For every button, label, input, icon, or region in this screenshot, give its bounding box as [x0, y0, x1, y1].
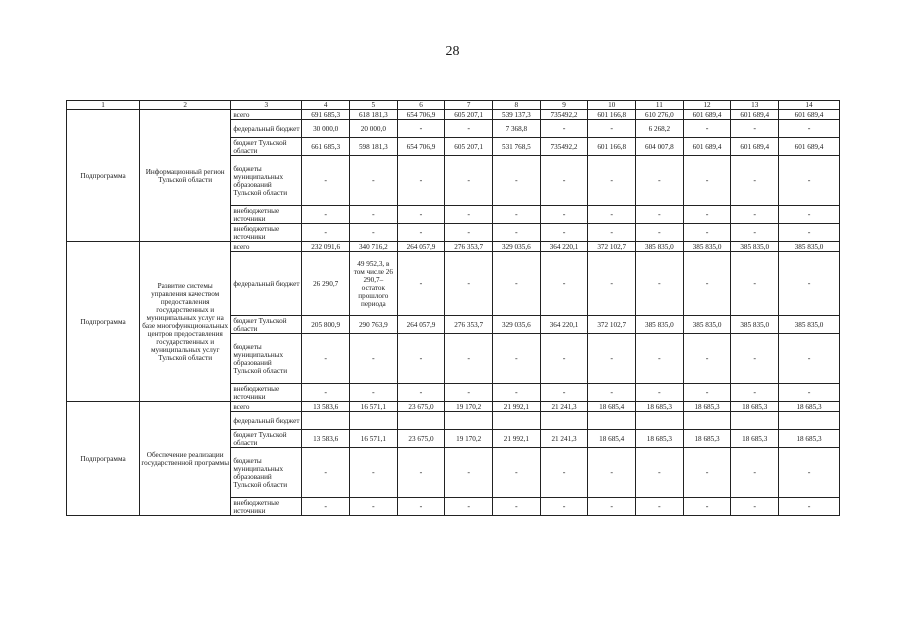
funding-source-cell: федеральный бюджет — [231, 120, 302, 138]
column-header: 1 — [67, 101, 140, 110]
amount-cell: - — [302, 206, 350, 224]
amount-cell: - — [350, 384, 398, 402]
amount-cell: 13 583,6 — [302, 430, 350, 448]
amount-cell: 385 835,0 — [731, 242, 779, 252]
funding-source-cell: бюджеты муниципальных образований Тульской области — [231, 334, 302, 384]
funding-source-cell: бюджеты муниципальных образований Тульской области — [231, 448, 302, 498]
amount-cell: 385 835,0 — [636, 316, 684, 334]
amount-cell: - — [445, 498, 493, 516]
amount-cell: - — [779, 448, 840, 498]
amount-cell: 276 353,7 — [445, 316, 493, 334]
amount-cell: 20 000,0 — [350, 120, 398, 138]
amount-cell: 264 057,9 — [397, 316, 445, 334]
amount-cell: 30 000,0 — [302, 120, 350, 138]
column-header: 12 — [683, 101, 731, 110]
funding-source-cell: внебюджетные источники — [231, 384, 302, 402]
amount-cell: 340 716,2 — [350, 242, 398, 252]
amount-cell: - — [540, 156, 588, 206]
amount-cell: - — [302, 384, 350, 402]
column-header: 5 — [350, 101, 398, 110]
amount-cell: - — [779, 120, 840, 138]
amount-cell: 18 685,3 — [731, 430, 779, 448]
funding-source-cell: внебюджетные источники — [231, 498, 302, 516]
funding-source-cell: всего — [231, 110, 302, 120]
amount-cell: - — [445, 384, 493, 402]
amount-cell: 372 102,7 — [588, 316, 636, 334]
amount-cell: 18 685,3 — [779, 430, 840, 448]
amount-cell: 23 675,0 — [397, 430, 445, 448]
amount-cell — [731, 412, 779, 430]
funding-source-cell: всего — [231, 402, 302, 412]
table-row — [67, 242, 840, 252]
amount-cell: - — [397, 448, 445, 498]
amount-cell: - — [540, 252, 588, 316]
amount-cell: - — [540, 334, 588, 384]
amount-cell: - — [588, 224, 636, 242]
amount-cell: 18 685,3 — [636, 402, 684, 412]
page-number: 28 — [445, 44, 460, 59]
amount-cell: 18 685,4 — [588, 402, 636, 412]
amount-cell: 18 685,3 — [779, 402, 840, 412]
amount-cell: 735492,2 — [540, 138, 588, 156]
amount-cell: - — [397, 384, 445, 402]
amount-cell — [636, 412, 684, 430]
amount-cell: - — [445, 120, 493, 138]
funding-source-cell: внебюджетные источники — [231, 206, 302, 224]
amount-cell — [683, 412, 731, 430]
funding-source-cell: федеральный бюджет — [231, 252, 302, 316]
amount-cell: - — [731, 120, 779, 138]
amount-cell — [445, 412, 493, 430]
amount-cell — [302, 412, 350, 430]
column-header: 13 — [731, 101, 779, 110]
amount-cell: - — [445, 448, 493, 498]
amount-cell: - — [731, 206, 779, 224]
amount-cell: - — [779, 252, 840, 316]
amount-cell: - — [540, 384, 588, 402]
amount-cell: - — [683, 448, 731, 498]
amount-cell: - — [397, 206, 445, 224]
amount-cell: - — [731, 156, 779, 206]
amount-cell: - — [493, 384, 541, 402]
amount-cell: 205 800,9 — [302, 316, 350, 334]
amount-cell: - — [350, 334, 398, 384]
amount-cell: 18 685,3 — [731, 402, 779, 412]
amount-cell: 539 137,3 — [493, 110, 541, 120]
amount-cell: - — [731, 224, 779, 242]
amount-cell: - — [302, 156, 350, 206]
amount-cell: 21 241,3 — [540, 430, 588, 448]
amount-cell: 329 035,6 — [493, 316, 541, 334]
amount-cell: - — [397, 156, 445, 206]
amount-cell: - — [493, 448, 541, 498]
amount-cell: 601 689,4 — [731, 110, 779, 120]
amount-cell: - — [588, 448, 636, 498]
amount-cell: - — [731, 252, 779, 316]
amount-cell: 364 220,1 — [540, 242, 588, 252]
amount-cell: - — [779, 156, 840, 206]
amount-cell — [350, 412, 398, 430]
amount-cell: 605 207,1 — [445, 110, 493, 120]
amount-cell: - — [493, 224, 541, 242]
amount-cell: 601 166,8 — [588, 110, 636, 120]
amount-cell: - — [588, 334, 636, 384]
amount-cell: 21 992,1 — [493, 430, 541, 448]
amount-cell: 19 170,2 — [445, 402, 493, 412]
amount-cell — [397, 412, 445, 430]
amount-cell: 372 102,7 — [588, 242, 636, 252]
amount-cell: 601 689,4 — [731, 138, 779, 156]
amount-cell: 385 835,0 — [731, 316, 779, 334]
amount-cell: - — [731, 334, 779, 384]
amount-cell: 18 685,4 — [588, 430, 636, 448]
program-type-cell: Подпрограмма — [67, 242, 140, 402]
amount-cell: 23 675,0 — [397, 402, 445, 412]
amount-cell: - — [731, 498, 779, 516]
amount-cell: - — [493, 252, 541, 316]
amount-cell: - — [779, 334, 840, 384]
table-row — [67, 402, 840, 412]
amount-cell: - — [397, 252, 445, 316]
amount-cell: 16 571,1 — [350, 430, 398, 448]
amount-cell: - — [588, 498, 636, 516]
amount-cell: 18 685,3 — [683, 430, 731, 448]
amount-cell: 16 571,1 — [350, 402, 398, 412]
column-header: 10 — [588, 101, 636, 110]
column-header: 9 — [540, 101, 588, 110]
amount-cell: - — [445, 156, 493, 206]
amount-cell: - — [683, 206, 731, 224]
column-header: 11 — [636, 101, 684, 110]
amount-cell: 385 835,0 — [779, 316, 840, 334]
amount-cell: 21 241,3 — [540, 402, 588, 412]
amount-cell: - — [636, 498, 684, 516]
amount-cell: - — [636, 206, 684, 224]
amount-cell: 604 007,8 — [636, 138, 684, 156]
amount-cell: 364 220,1 — [540, 316, 588, 334]
amount-cell: - — [731, 448, 779, 498]
amount-cell: - — [636, 156, 684, 206]
program-type-cell: Подпрограмма — [67, 110, 140, 242]
amount-cell: 601 689,4 — [779, 138, 840, 156]
amount-cell: - — [350, 498, 398, 516]
amount-cell: 264 057,9 — [397, 242, 445, 252]
amount-cell: 6 268,2 — [636, 120, 684, 138]
amount-cell: - — [445, 334, 493, 384]
amount-cell: - — [731, 384, 779, 402]
amount-cell: 661 685,3 — [302, 138, 350, 156]
amount-cell: 7 368,8 — [493, 120, 541, 138]
program-name-cell: Развитие системы управления качеством предоставления государственных и муниципальных услуг на базе многофункциональных центров предоставления государственных и муниципальных услуг Тульской области — [140, 242, 231, 402]
amount-cell: 18 685,3 — [683, 402, 731, 412]
amount-cell: - — [302, 498, 350, 516]
funding-source-cell: бюджет Тульской области — [231, 138, 302, 156]
program-type-cell: Подпрограмма — [67, 402, 140, 516]
amount-cell: - — [493, 156, 541, 206]
amount-cell: - — [445, 224, 493, 242]
column-header: 3 — [231, 101, 302, 110]
amount-cell: - — [350, 156, 398, 206]
column-header: 6 — [397, 101, 445, 110]
amount-cell: - — [397, 120, 445, 138]
funding-source-cell: бюджет Тульской области — [231, 316, 302, 334]
amount-cell: 691 685,3 — [302, 110, 350, 120]
amount-cell: - — [397, 224, 445, 242]
amount-cell: - — [588, 120, 636, 138]
amount-cell: - — [683, 252, 731, 316]
amount-cell: 276 353,7 — [445, 242, 493, 252]
amount-cell — [588, 412, 636, 430]
amount-cell: - — [540, 206, 588, 224]
amount-cell: 290 763,9 — [350, 316, 398, 334]
amount-cell: - — [445, 206, 493, 224]
amount-cell: - — [540, 224, 588, 242]
amount-cell: - — [350, 206, 398, 224]
amount-cell: - — [683, 498, 731, 516]
amount-cell: - — [588, 384, 636, 402]
funding-source-cell: внебюджетные источники — [231, 224, 302, 242]
amount-cell: 654 706,9 — [397, 138, 445, 156]
amount-cell: - — [779, 384, 840, 402]
amount-cell: 735492,2 — [540, 110, 588, 120]
funding-source-cell: федеральный бюджет — [231, 412, 302, 430]
amount-cell: - — [683, 334, 731, 384]
column-header: 7 — [445, 101, 493, 110]
amount-cell: 26 290,7 — [302, 252, 350, 316]
funding-source-cell: всего — [231, 242, 302, 252]
amount-cell: - — [683, 156, 731, 206]
amount-cell: - — [302, 224, 350, 242]
amount-cell: - — [636, 252, 684, 316]
amount-cell: 598 181,3 — [350, 138, 398, 156]
amount-cell: - — [350, 224, 398, 242]
amount-cell — [493, 412, 541, 430]
amount-cell: - — [636, 384, 684, 402]
amount-cell: - — [350, 448, 398, 498]
amount-cell: 21 992,1 — [493, 402, 541, 412]
amount-cell: - — [636, 334, 684, 384]
amount-cell: - — [636, 224, 684, 242]
amount-cell: 385 835,0 — [683, 316, 731, 334]
budget-table — [66, 100, 840, 516]
amount-cell: 19 170,2 — [445, 430, 493, 448]
amount-cell: - — [779, 224, 840, 242]
amount-cell: 18 685,3 — [636, 430, 684, 448]
amount-cell: 385 835,0 — [636, 242, 684, 252]
column-header: 4 — [302, 101, 350, 110]
amount-cell: 13 583,6 — [302, 402, 350, 412]
amount-cell: - — [588, 206, 636, 224]
amount-cell: - — [683, 384, 731, 402]
amount-cell — [540, 412, 588, 430]
program-name-cell: Информационный регион Тульской области — [140, 110, 231, 242]
amount-cell: - — [779, 498, 840, 516]
amount-cell: - — [540, 448, 588, 498]
amount-cell: - — [397, 334, 445, 384]
amount-cell: - — [540, 498, 588, 516]
amount-cell: - — [540, 120, 588, 138]
amount-cell: - — [302, 448, 350, 498]
amount-cell: 601 689,4 — [683, 138, 731, 156]
header-row — [67, 101, 840, 110]
amount-cell: - — [493, 498, 541, 516]
amount-cell: - — [445, 252, 493, 316]
amount-cell: 601 166,8 — [588, 138, 636, 156]
amount-cell: 601 689,4 — [779, 110, 840, 120]
amount-cell: 605 207,1 — [445, 138, 493, 156]
amount-cell: 385 835,0 — [683, 242, 731, 252]
funding-source-cell: бюджеты муниципальных образований Тульской области — [231, 156, 302, 206]
amount-cell: 385 835,0 — [779, 242, 840, 252]
program-name-cell: Обеспечение реализации государственной программы — [140, 402, 231, 516]
amount-cell: 618 181,3 — [350, 110, 398, 120]
amount-cell — [779, 412, 840, 430]
column-header: 14 — [779, 101, 840, 110]
funding-source-cell: бюджет Тульской области — [231, 430, 302, 448]
amount-cell: 232 091,6 — [302, 242, 350, 252]
amount-cell: - — [493, 334, 541, 384]
amount-cell: - — [779, 206, 840, 224]
amount-cell: - — [683, 120, 731, 138]
amount-cell: - — [588, 252, 636, 316]
amount-cell: 329 035,6 — [493, 242, 541, 252]
amount-cell: - — [302, 334, 350, 384]
amount-cell: 654 706,9 — [397, 110, 445, 120]
amount-cell: 531 768,5 — [493, 138, 541, 156]
amount-cell: - — [588, 156, 636, 206]
column-header: 2 — [140, 101, 231, 110]
amount-cell: - — [636, 448, 684, 498]
column-header: 8 — [493, 101, 541, 110]
table-row — [67, 110, 840, 120]
amount-cell: 610 276,0 — [636, 110, 684, 120]
amount-cell: 601 689,4 — [683, 110, 731, 120]
amount-cell: - — [493, 206, 541, 224]
amount-cell: 49 952,3, в том числе 26 290,7– остаток прошлого периода — [350, 252, 398, 316]
amount-cell: - — [683, 224, 731, 242]
amount-cell: - — [397, 498, 445, 516]
